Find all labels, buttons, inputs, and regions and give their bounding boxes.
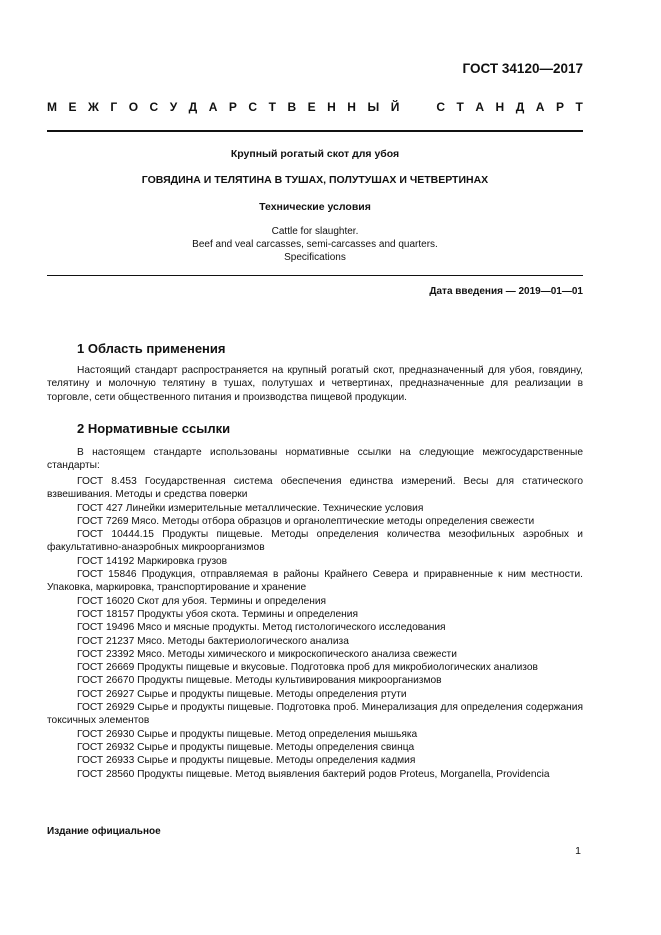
introduction-date: Дата введения — 2019—01—01 (429, 286, 583, 297)
banner-letter: Д (188, 100, 198, 114)
english-title-line: Beef and veal carcasses, semi-carcasses and quarters. (192, 239, 438, 250)
banner-letter: Н (495, 100, 505, 114)
banner-letter: Ж (88, 100, 99, 114)
reference-item: ГОСТ 15846 Продукция, отправляемая в районы Крайнего Севера и приравненные к ним местности. Упаковка, маркировка, транспортирование и хранение (47, 569, 583, 594)
title-spec: Технические условия (259, 201, 371, 213)
document-number: ГОСТ 34120—2017 (462, 61, 583, 76)
banner-letter: М (47, 100, 57, 114)
banner-letter: А (475, 100, 485, 114)
banner-letter: С (248, 100, 258, 114)
page-number: 1 (575, 845, 581, 857)
paragraph: В настоящем стандарте использованы нормативные ссылки на следующие межгосударственные стандарты: (47, 447, 583, 472)
banner-letter: Т (268, 100, 276, 114)
section-1-heading: 1 Область применения (77, 341, 226, 356)
reference-item: ГОСТ 26930 Сырье и продукты пищевые. Метод определения мышьяка (77, 728, 418, 740)
reference-item: ГОСТ 26927 Сырье и продукты пищевые. Методы определения ртути (77, 688, 407, 700)
banner-letter: В (287, 100, 297, 114)
banner-letter: Д (515, 100, 525, 114)
title-rule (47, 275, 583, 276)
reference-item: ГОСТ 16020 Скот для убоя. Термины и определения (77, 595, 327, 607)
reference-item: ГОСТ 427 Линейки измерительные металлические. Технические условия (77, 502, 424, 514)
reference-item: ГОСТ 14192 Маркировка грузов (77, 555, 228, 567)
banner-letter: А (535, 100, 545, 114)
interstate-standard-banner (47, 100, 583, 114)
word-gap (411, 100, 425, 114)
banner-letter: С (149, 100, 159, 114)
reference-item: ГОСТ 26929 Сырье и продукты пищевые. Подготовка проб. Минерализация для определения содержания токсичных элементов (47, 702, 583, 727)
banner-letter: С (436, 100, 446, 114)
reference-item: ГОСТ 10444.15 Продукты пищевые. Методы определения количества мезофильных аэробных и факультативно-анаэробных микроорганизмов (47, 529, 583, 554)
banner-letter: Г (110, 100, 118, 114)
banner-letter: Р (555, 100, 564, 114)
banner-letter: У (169, 100, 178, 114)
english-title-line: Cattle for slaughter. (271, 226, 359, 237)
header-rule (47, 130, 583, 132)
banner-letter: А (208, 100, 218, 114)
reference-item: ГОСТ 19496 Мясо и мясные продукты. Метод гистологического исследования (77, 622, 446, 634)
reference-item: ГОСТ 23392 Мясо. Методы химического и микроскопического анализа свежести (77, 648, 457, 660)
banner-letter: Р (228, 100, 237, 114)
section-1-text (47, 364, 583, 404)
banner-letter: Т (575, 100, 583, 114)
banner-letter: Т (456, 100, 464, 114)
reference-item: ГОСТ 28560 Продукты пищевые. Метод выявления бактерий родов Proteus, Morganella, Providencia (77, 768, 550, 780)
banner-letter: Е (307, 100, 316, 114)
english-title (47, 225, 583, 264)
title-main: ГОВЯДИНА И ТЕЛЯТИНА В ТУШАХ, ПОЛУТУШАХ И ЧЕТВЕРТИНАХ (141, 174, 489, 186)
banner-letter: Й (390, 100, 400, 114)
banner-letter: О (128, 100, 139, 114)
normative-references-list (47, 475, 583, 781)
banner-letter: Н (327, 100, 336, 114)
section-2-intro (47, 446, 583, 473)
reference-item: ГОСТ 7269 Мясо. Методы отбора образцов и органолептические методы определения свежести (77, 515, 535, 527)
reference-item: ГОСТ 26932 Сырье и продукты пищевые. Методы определения свинца (77, 741, 415, 753)
reference-item: ГОСТ 26933 Сырье и продукты пищевые. Методы определения кадмия (77, 755, 416, 767)
reference-item: ГОСТ 26670 Продукты пищевые. Методы культивирования микроорганизмов (77, 675, 442, 687)
banner-letter: Ы (367, 100, 380, 114)
title-subject: Крупный рогатый скот для убоя (230, 148, 400, 160)
official-edition-label: Издание официальное (47, 826, 161, 837)
english-title-line: Specifications (284, 252, 346, 263)
reference-item: ГОСТ 8.453 Государственная система обеспечения единства измерений. Весы для статического взвешивания. Методы и средства поверки (47, 476, 583, 501)
reference-item: ГОСТ 21237 Мясо. Методы бактериологического анализа (77, 635, 349, 647)
section-2-heading: 2 Нормативные ссылки (77, 421, 231, 436)
banner-letter: Е (68, 100, 77, 114)
reference-item: ГОСТ 26669 Продукты пищевые и вкусовые. Подготовка проб для микробиологических анализов (77, 662, 538, 674)
paragraph: Настоящий стандарт распространяется на крупный рогатый скот, предназначенный для убоя, говядину, телятину и молочную телятину в тушах, полутушах и четвертинах, предназначенные для реализации в торговле, сети общественного питания и производства пищевой продукции. (47, 365, 583, 403)
reference-item: ГОСТ 18157 Продукты убоя скота. Термины и определения (77, 608, 358, 620)
banner-letter: Н (347, 100, 356, 114)
